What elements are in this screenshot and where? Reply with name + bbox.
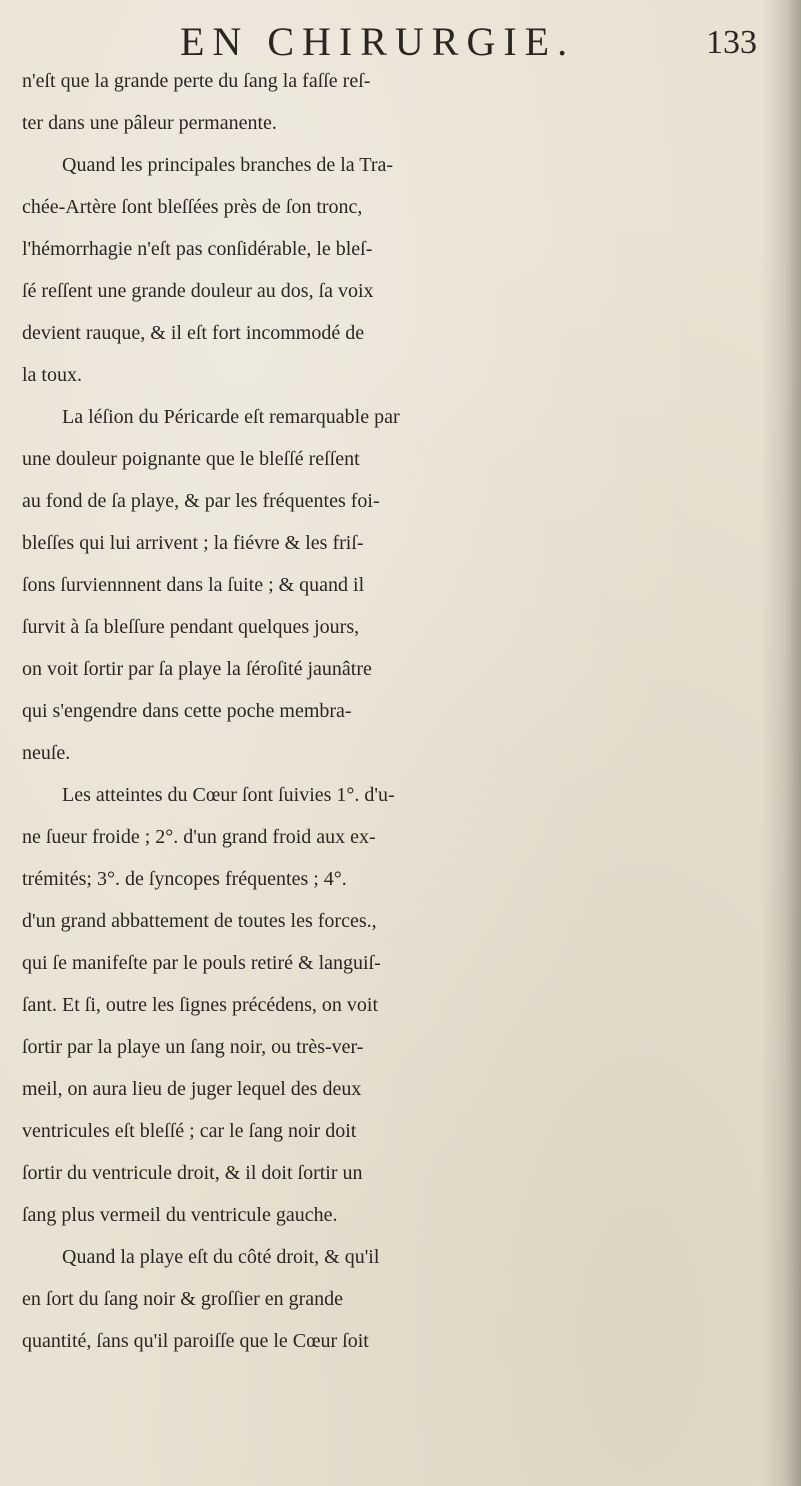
text-line: Quand les principales branches de la Tra- bbox=[62, 154, 394, 176]
text-line: ſortir par la playe un ſang noir, ou très-ver- bbox=[22, 1036, 364, 1058]
text-line: ſortir du ventricule droit, & il doit ſortir un bbox=[22, 1162, 363, 1184]
text-line: Quand la playe eſt du côté droit, & qu'il bbox=[62, 1246, 380, 1268]
page-number: 133 bbox=[706, 24, 757, 61]
text-line: trémités; 3°. de ſyncopes fréquentes ; 4°. bbox=[22, 868, 347, 890]
text-line: La léſion du Péricarde eſt remarquable par bbox=[62, 406, 400, 428]
text-line: au fond de ſa playe, & par les fréquentes foi- bbox=[22, 490, 380, 512]
text-line: on voit ſortir par ſa playe la ſéroſité jaunâtre bbox=[22, 658, 372, 680]
text-line: bleſſes qui lui arrivent ; la fiévre & les friſ- bbox=[22, 532, 364, 554]
text-line: meil, on aura lieu de juger lequel des deux bbox=[22, 1078, 362, 1100]
text-line: chée-Artère ſont bleſſées près de ſon tronc, bbox=[22, 196, 363, 218]
text-line: ſé reſſent une grande douleur au dos, ſa voix bbox=[22, 280, 374, 302]
text-line: une douleur poignante que le bleſſé reſſent bbox=[22, 448, 360, 470]
body-text bbox=[22, 60, 792, 1362]
text-line: neuſe. bbox=[22, 742, 71, 764]
text-line: la toux. bbox=[22, 364, 82, 386]
text-line: en ſort du ſang noir & groſſier en grande bbox=[22, 1288, 344, 1310]
text-line: ſang plus vermeil du ventricule gauche. bbox=[22, 1204, 338, 1226]
text-line: devient rauque, & il eſt fort incommodé de bbox=[22, 322, 365, 344]
text-line: ſurvit à ſa bleſſure pendant quelques jours, bbox=[22, 616, 360, 638]
text-line: ventricules eſt bleſſé ; car le ſang noir doit bbox=[22, 1120, 357, 1142]
text-line: ſant. Et ſi, outre les ſignes précédens, on voit bbox=[22, 994, 379, 1016]
text-line: d'un grand abbattement de toutes les forces., bbox=[22, 910, 377, 932]
running-title: EN CHIRURGIE. bbox=[180, 19, 576, 64]
text-line: l'hémorrhagie n'eſt pas conſidérable, le bleſ- bbox=[22, 238, 373, 260]
text-line: Les atteintes du Cœur ſont ſuivies 1°. d'u- bbox=[62, 784, 395, 806]
text-line: quantité, ſans qu'il paroiſſe que le Cœur ſoit bbox=[22, 1330, 369, 1352]
text-line: qui ſe manifeſte par le pouls retiré & languiſ- bbox=[22, 952, 381, 974]
text-line: ſons ſurviennnent dans la ſuite ; & quand il bbox=[22, 574, 365, 596]
text-line: n'eſt que la grande perte du ſang la faſſe reſ- bbox=[22, 70, 371, 92]
text-line: ne ſueur froide ; 2°. d'un grand froid aux ex- bbox=[22, 826, 376, 848]
text-line: qui s'engendre dans cette poche membra- bbox=[22, 700, 352, 722]
text-line: ter dans une pâleur permanente. bbox=[22, 112, 277, 134]
